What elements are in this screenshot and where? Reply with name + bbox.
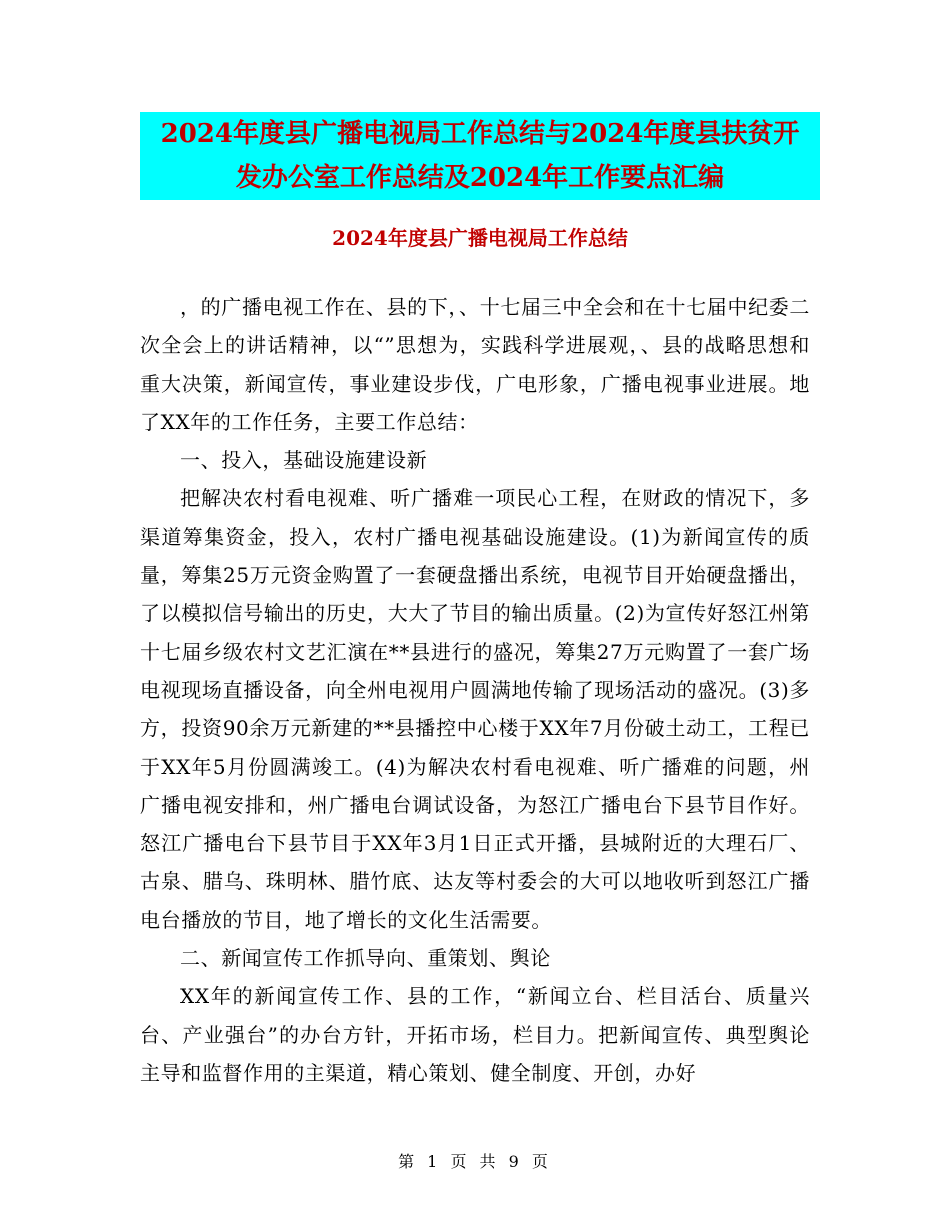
paragraph-heading: 二、新闻宣传工作抓导向、重策划、舆论 (180, 946, 551, 971)
document-title-line-2: 发办公室工作总结及2024年工作要点汇编 (140, 156, 820, 200)
page-number-footer: 第 1 页 共 9 页 (398, 1152, 552, 1171)
paragraph: 把解决农村看电视难、听广播难一项民心工程，在财政的情况下，多渠道筹集资金，投入，农村广播电视基础设施建设。(1)为新闻宣传的质量，筹集25万元资金购置了一套硬盘播出系统，电视节目开始硬盘播出，了以模拟信号输出的历史，大大了节目的输出质量。(2)为宣传好怒江州第十七届乡级农村文艺汇演在**县进行的盛况，筹集27万元购置了一套广场电视现场直播设备，向全州电视用户圆满地传输了现场活动的盛况。(3)多方，投资90余万元新建的**县播控中心楼于XX年7月份破土动工，工程已于XX年5月份圆满竣工。(4)为解决农村看电视难、听广播难的问题，州广播电视安排和，州广播电台调试设备，为怒江广播电台下县节目作好。怒江广播电台下县节目于XX年3月1日正式开播，县城附近的大理石厂、古泉、腊乌、珠明林、腊竹底、达友等村委会的大可以地收听到怒江广播电台播放的节目，地了增长的文化生活需要。 (140, 486, 810, 932)
paragraph-heading: 一、投入，基础设施建设新 (180, 448, 428, 473)
paragraph: XX年的新闻宣传工作、县的工作，“新闻立台、栏目活台、质量兴台、产业强台”的办台方针，开拓市场，栏目力。把新闻宣传、典型舆论主导和监督作用的主渠道，精心策划、健全制度、开创，办好 (140, 984, 810, 1085)
document-title (140, 112, 820, 200)
paragraph: ，的广播电视工作在、县的下，、十七届三中全会和在十七届中纪委二次全会上的讲话精神，以“”思想为，实践科学进展观，、县的战略思想和重大决策，新闻宣传，事业建设步伐，广电形象，广播电视事业进展。地了XX年的工作任务，主要工作总结： (140, 295, 810, 434)
section-title: 2024年度县广播电视局工作总结 (332, 226, 628, 250)
document-title-line-1: 2024年度县广播电视局工作总结与2024年度县扶贫开 (140, 112, 820, 156)
document-body (140, 288, 810, 1092)
